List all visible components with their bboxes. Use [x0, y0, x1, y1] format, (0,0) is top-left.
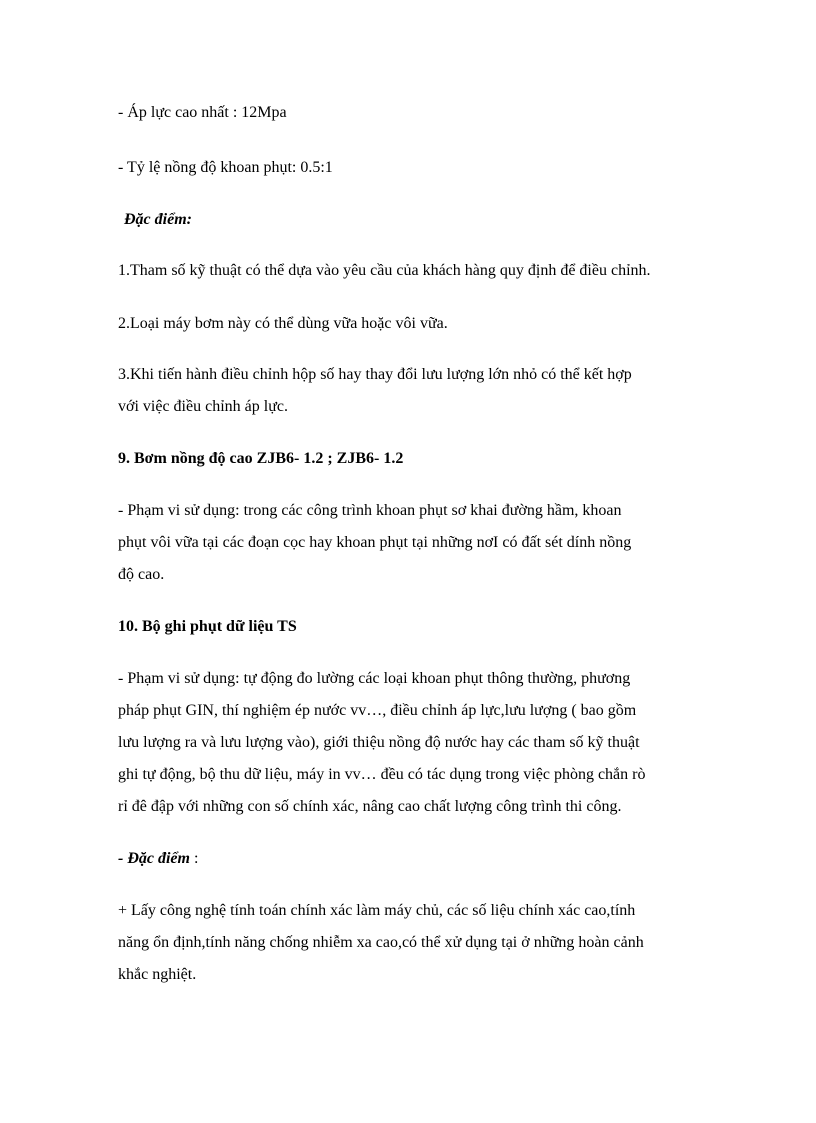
section-10-heading: 10. Bộ ghi phụt dữ liệu TS: [118, 618, 297, 635]
features-colon: :: [189, 850, 199, 867]
spec-ratio: - Tỷ lệ nồng độ khoan phụt: 0.5:1: [118, 159, 333, 176]
spec-pressure: - Áp lực cao nhất : 12Mpa: [118, 104, 287, 121]
features-heading: Đặc điểm:: [124, 211, 192, 228]
section-10-feature-line: + Lấy công nghệ tính toán chính xác làm máy chủ, các số liệu chính xác cao,tính: [118, 902, 636, 919]
section-10-feature-line: năng ổn định,tính năng chống nhiễm xa cao,có thể xử dụng tại ở những hoàn cảnh: [118, 934, 644, 951]
feature-item-2: 2.Loại máy bơm này có thể dùng vữa hoặc vôi vữa.: [118, 315, 448, 332]
section-10-line: lưu lượng ra và lưu lượng vào), giới thiệu nồng độ nước hay các tham số kỹ thuật: [118, 734, 640, 751]
features-label: - Đặc điểm: [118, 850, 190, 867]
section-10-line: - Phạm vi sử dụng: tự động đo lường các loại khoan phụt thông thường, phương: [118, 670, 631, 687]
section-10-line: pháp phụt GIN, thí nghiệm ép nước vv…, điều chỉnh áp lực,lưu lượng ( bao gồm: [118, 702, 637, 719]
section-9-line: phụt vôi vữa tại các đoạn cọc hay khoan phụt tại những nơI có đất sét dính nồng: [118, 534, 632, 551]
section-9-line: - Phạm vi sử dụng: trong các công trình khoan phụt sơ khai đường hầm, khoan: [118, 502, 622, 519]
section-9-heading: 9. Bơm nồng độ cao ZJB6- 1.2 ; ZJB6- 1.2: [118, 450, 404, 467]
section-10-line: rỉ đê đập với những con số chính xác, nâng cao chất lượng công trình thi công.: [118, 798, 622, 815]
section-10-line: ghi tự động, bộ thu dữ liệu, máy in vv… đều có tác dụng trong việc phòng chắn rò: [118, 766, 646, 783]
feature-item-1: 1.Tham số kỹ thuật có thể dựa vào yêu cầu của khách hàng quy định để điều chỉnh.: [118, 262, 651, 279]
section-10-feature-line: khắc nghiệt.: [118, 966, 197, 983]
feature-item-3-line-1: 3.Khi tiến hành điều chỉnh hộp số hay thay đổi lưu lượng lớn nhỏ có thể kết hợp: [118, 366, 632, 383]
feature-item-3-line-2: với việc điều chỉnh áp lực.: [118, 398, 288, 415]
section-10-features-heading: [118, 849, 198, 869]
section-9-line: độ cao.: [118, 566, 165, 583]
